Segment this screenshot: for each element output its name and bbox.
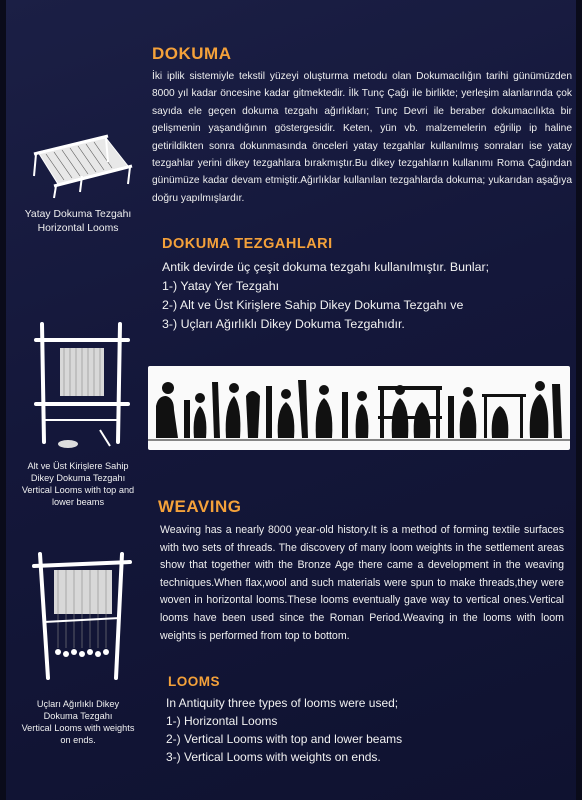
vertical-beam-loom-caption [10,460,146,508]
turkish-title: DOKUMA [152,44,232,63]
turkish-subtitle: DOKUMA TEZGAHLARI [162,236,333,252]
caption-line: Horizontal Looms [37,223,119,234]
vertical-weighted-loom-illustration [30,548,136,684]
caption-line: Dikey Dokuma Tezgahı [30,473,126,483]
english-paragraph: Weaving has a nearly 8000 year-old history.It is a method of forming textile surfaces with two sets of threads. The discovery of many loom weights in the settlement areas show that together with the Bronze Age there came a development in the weaving techniques.When flax,wool and such materials were spun to make threads,they were woven in horizontal looms.These looms eventually gave way to vertical ones.Vertical looms have been used since the Roman Period.Weaving in the looms with loom weights is performed from top to bottom. [160,524,564,642]
english-title: WEAVING [158,497,242,516]
list-item: 2-) Alt ve Üst Kirişlere Sahip Dikey Dokuma Tezgahı ve [162,298,464,312]
list-item: 2-) Vertical Looms with top and lower beams [166,732,403,746]
list-item: Antik devirde üç çeşit dokuma tezgahı kullanılmıştır. Bunlar; [162,260,490,274]
horizontal-loom-illustration [28,132,134,202]
list-item: 3-) Vertical Looms with weights on ends. [166,750,381,764]
caption-line: Yatay Dokuma Tezgahı [24,209,132,220]
list-item: 3-) Uçları Ağırlıklı Dikey Dokuma Tezgahıdır. [162,317,405,331]
vertical-beam-loom-illustration [30,320,136,454]
list-item: 1-) Yatay Yer Tezgahı [162,279,280,293]
turkish-loom-list [162,258,489,334]
caption-line: Uçları Ağırlıklı Dikey [36,699,120,709]
caption-line: Alt ve Üst Kirişlere Sahip [27,461,129,471]
english-loom-list [166,694,402,766]
panel-frame-left [0,0,6,800]
caption-line: Vertical Looms with top and [21,485,135,495]
panel-frame-right [576,0,582,800]
weaving-scene-frieze [148,366,570,450]
turkish-paragraph: İki iplik sistemiyle tekstil yüzeyi oluşturma metodu olan Dokumacılığın tarihi günümüzden 8000 yıl kadar öncesine kadar gitmektedir. İlk Tunç Çağı ile birlikte; yerleşim alanlarında çok sayıda ele geçen dokuma tezgahı ağırlıkları; Tunç Devri ile beraber dokumacılıkta bir gelişmenin yaşandığının göstergesidir. Keten, yün vb. malzemelerin eğrilip ip haline getirildikten sonra dokunmasında önceleri yatay tezgahlar kullanılmış sonraları ise yatay tezgahlar yerini dikey tezgahlara bırakmıştır.Bu dikey tezgahların kullanımı Roma Çağından günümüze kadar devam etmiştir.Ağırlıklar kullanılan tezgahlarda dokuma; yukarıdan aşağıya doğru yapılmışlardır. [152,71,572,204]
list-item: 1-) Horizontal Looms [166,714,278,728]
list-item: In Antiquity three types of looms were used; [166,696,399,710]
caption-line: on ends. [60,735,96,745]
vertical-weighted-loom-caption [10,698,146,746]
english-subtitle: LOOMS [168,674,220,689]
caption-line: Vertical Looms with weights [21,723,135,733]
caption-line: lower beams [51,497,105,507]
caption-line: Dokuma Tezgahı [43,711,113,721]
horizontal-loom-caption [8,208,148,236]
